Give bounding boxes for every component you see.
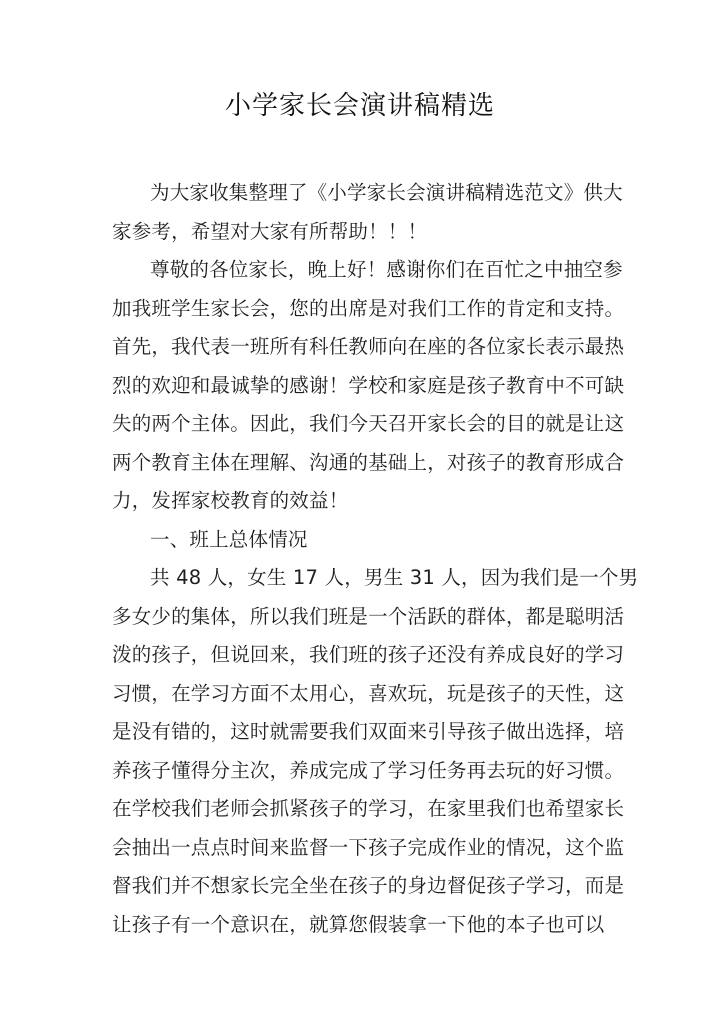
text-line: 烈的欢迎和最诚挚的感谢！学校和家庭是孩子教育中不可缺 (112, 373, 625, 397)
document-body (112, 174, 639, 944)
text-line: 让孩子有一个意识在，就算您假装拿一下他的本子也可以 (112, 912, 605, 936)
text-line: 泼的孩子，但说回来，我们班的孩子还没有养成良好的学习 (112, 643, 625, 666)
text-line: 是没有错的，这时就需要我们双面来引导孩子做出选择，培 (112, 720, 625, 743)
text-line: 两个教育主体在理解、沟通的基础上，对孩子的教育形成合 (112, 450, 625, 474)
text-line: 养孩子懂得分主次，养成完成了学习任务再去玩的好习惯。 (112, 758, 625, 782)
text-line: 为大家收集整理了《小学家长会演讲稿精选范文》供大 (150, 181, 623, 204)
text-line: 习惯，在学习方面不太用心，喜欢玩，玩是孩子的天性，这 (112, 681, 625, 705)
text-line: 尊敬的各位家长，晚上好！感谢你们在百忙之中抽空参 (150, 258, 623, 281)
text-line: 力，发挥家校教育的效益！ (112, 489, 349, 512)
text-line: 共 48 人，女生 17 人，男生 31 人，因为我们是一个男 (150, 566, 639, 589)
text-line: 家参考，希望对大家有所帮助！！！ (112, 219, 428, 243)
text-line: 在学校我们老师会抓紧孩子的学习，在家里我们也希望家长 (112, 797, 625, 820)
text-line: 会抽出一点点时间来监督一下孩子完成作业的情况，这个监 (112, 835, 625, 859)
text-line: 首先，我代表一班所有科任教师向在座的各位家长表示最热 (112, 335, 625, 358)
text-line: 一、班上总体情况 (150, 527, 308, 551)
text-line: 督我们并不想家长完全坐在孩子的身边督促孩子学习，而是 (112, 874, 625, 897)
text-line: 多女少的集体，所以我们班是一个活跃的群体，都是聪明活 (112, 604, 625, 628)
text-line: 加我班学生家长会，您的出席是对我们工作的肯定和支持。 (112, 296, 625, 320)
text-line: 失的两个主体。因此，我们今天召开家长会的目的就是让这 (112, 412, 625, 435)
document-title: 小学家长会演讲稿精选 (224, 91, 495, 121)
